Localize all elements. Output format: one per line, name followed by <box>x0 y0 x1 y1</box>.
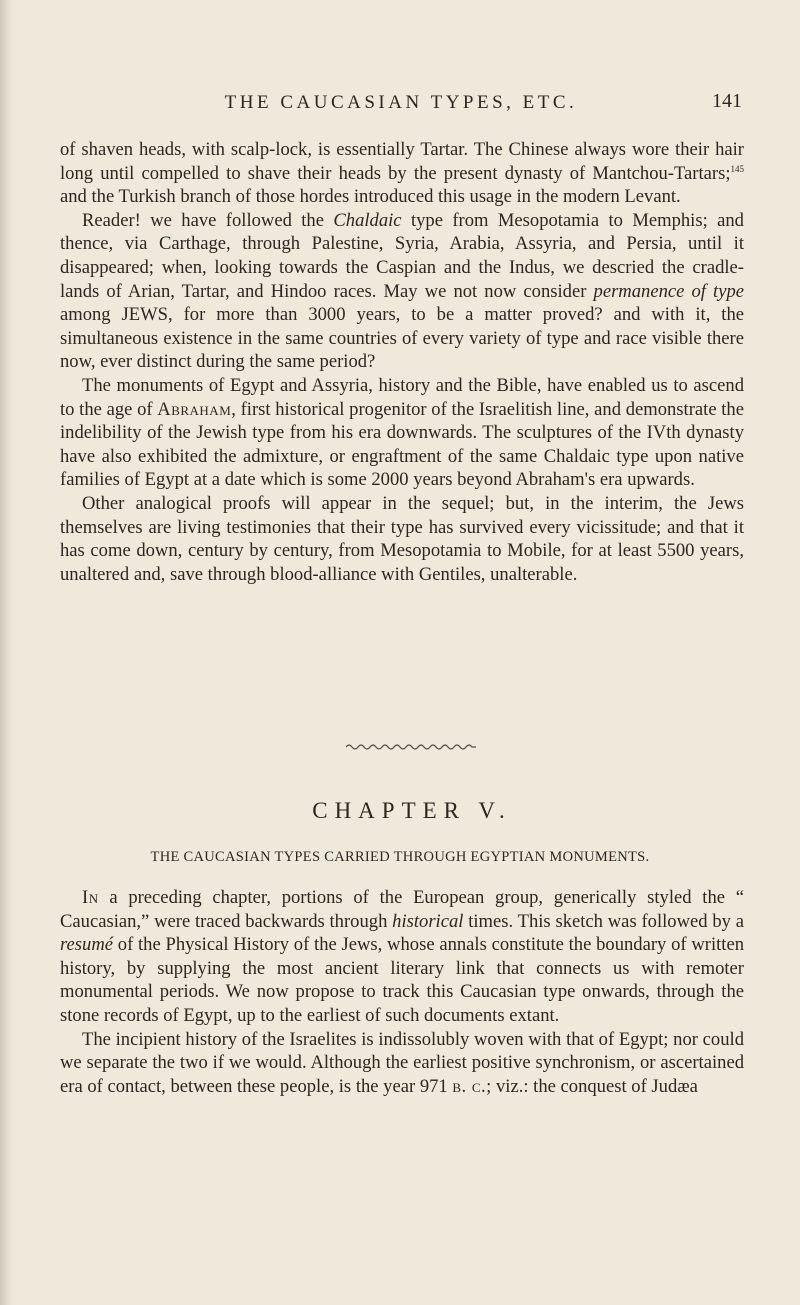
paragraph: Other analogical proofs will appear in the sequel; but, in the interim, the Jews themselves are living testimonies that their type has survived every vicissitude; and that it has come down, century by century, from Mesopotamia to Mobile, for at least 5500 years, unaltered and, save through blood-alliance with Gentiles, unalterable. <box>60 492 744 585</box>
ornament-divider <box>346 742 476 752</box>
chapter-heading: CHAPTER V. <box>312 798 512 823</box>
emphasis: permanence of type <box>593 280 744 302</box>
text-run: , first historical progenitor of the Israelitish line, and demonstrate the indelibility of the Jewish type from his era downwards. The sculptures of the IVth dynasty have also exhibited the admixture, or engraftment of the same Chaldaic type upon native families of Egypt at a date which is some 2000 years beyond Abraham's era upwards. <box>60 398 744 491</box>
text-run: ; viz.: the conquest of Judæa <box>486 1075 698 1097</box>
page-header <box>60 88 742 118</box>
text-run: of shaven heads, with scalp-lock, is essentially Tartar. The Chinese always wore their hair long until compelled to shave their heads by the present dynasty of Mantchou-Tartars; <box>60 139 744 184</box>
paragraph <box>60 209 744 374</box>
text-run: type from Mesopotamia to Memphis; and thence, via Carthage, through Palestine, Syria, Arabia, Assyria, and Persia, until it disappeared; when, looking towards the Caspian and the Indus, we descried the cradle-lands of Arian, Tartar, and Hindoo races. May we not now consider <box>60 209 744 302</box>
running-head: THE CAUCASIAN TYPES, ETC. <box>224 92 578 113</box>
emphasis: Chaldaic <box>333 209 402 231</box>
section-body-bottom <box>60 886 744 1098</box>
small-caps-era: b. c. <box>452 1075 487 1097</box>
paragraph <box>60 138 744 209</box>
page-number: 141 <box>712 90 742 112</box>
paragraph <box>60 886 744 1028</box>
section-body-top <box>60 138 744 586</box>
emphasis: historical <box>392 910 464 932</box>
chapter-subtitle: THE CAUCASIAN TYPES CARRIED THROUGH EGYPTIAN MONUMENTS. <box>150 849 650 865</box>
paragraph <box>60 1028 744 1099</box>
text-run: The incipient history of the Israelites is indissolubly woven with that of Egypt; nor could we separate the two if we would. Although the earliest positive synchronism, or ascertained era of contact, between these people, is the year 971 <box>60 1028 744 1097</box>
footnote-ref[interactable]: 145 <box>730 163 744 174</box>
text-run: and the Turkish branch of those hordes introduced this usage in the modern Levant. <box>60 186 681 208</box>
text-run: a preceding chapter, portions of the European group, generically styled the “ Caucasian,” were traced backwards through <box>60 887 744 932</box>
paragraph <box>60 374 744 492</box>
text-run: times. This sketch was followed by a <box>463 910 744 932</box>
text-run: Reader! we have followed the <box>82 209 334 231</box>
page-edge <box>0 0 14 1305</box>
text-run: The monuments of Egypt and Assyria, history and the Bible, have enabled us to ascend to the age of <box>60 374 744 420</box>
emphasis: resumé <box>60 934 114 956</box>
text-run: of the Physical History of the Jews, whose annals constitute the boundary of written history, by supplying the most ancient literary link that connects us with remoter monumental periods. We now propose to track this Caucasian type onwards, through the stone records of Egypt, up to the earliest of such documents extant. <box>60 934 744 1026</box>
small-caps-name: Abraham <box>157 398 232 420</box>
opening-word: In <box>82 887 99 908</box>
text-run: among JEWS, for more than 3000 years, to be a matter proved? and with it, the simultaneous existence in the same countries of every variety of type and race visible there now, ever distinct during the same period? <box>60 304 744 373</box>
